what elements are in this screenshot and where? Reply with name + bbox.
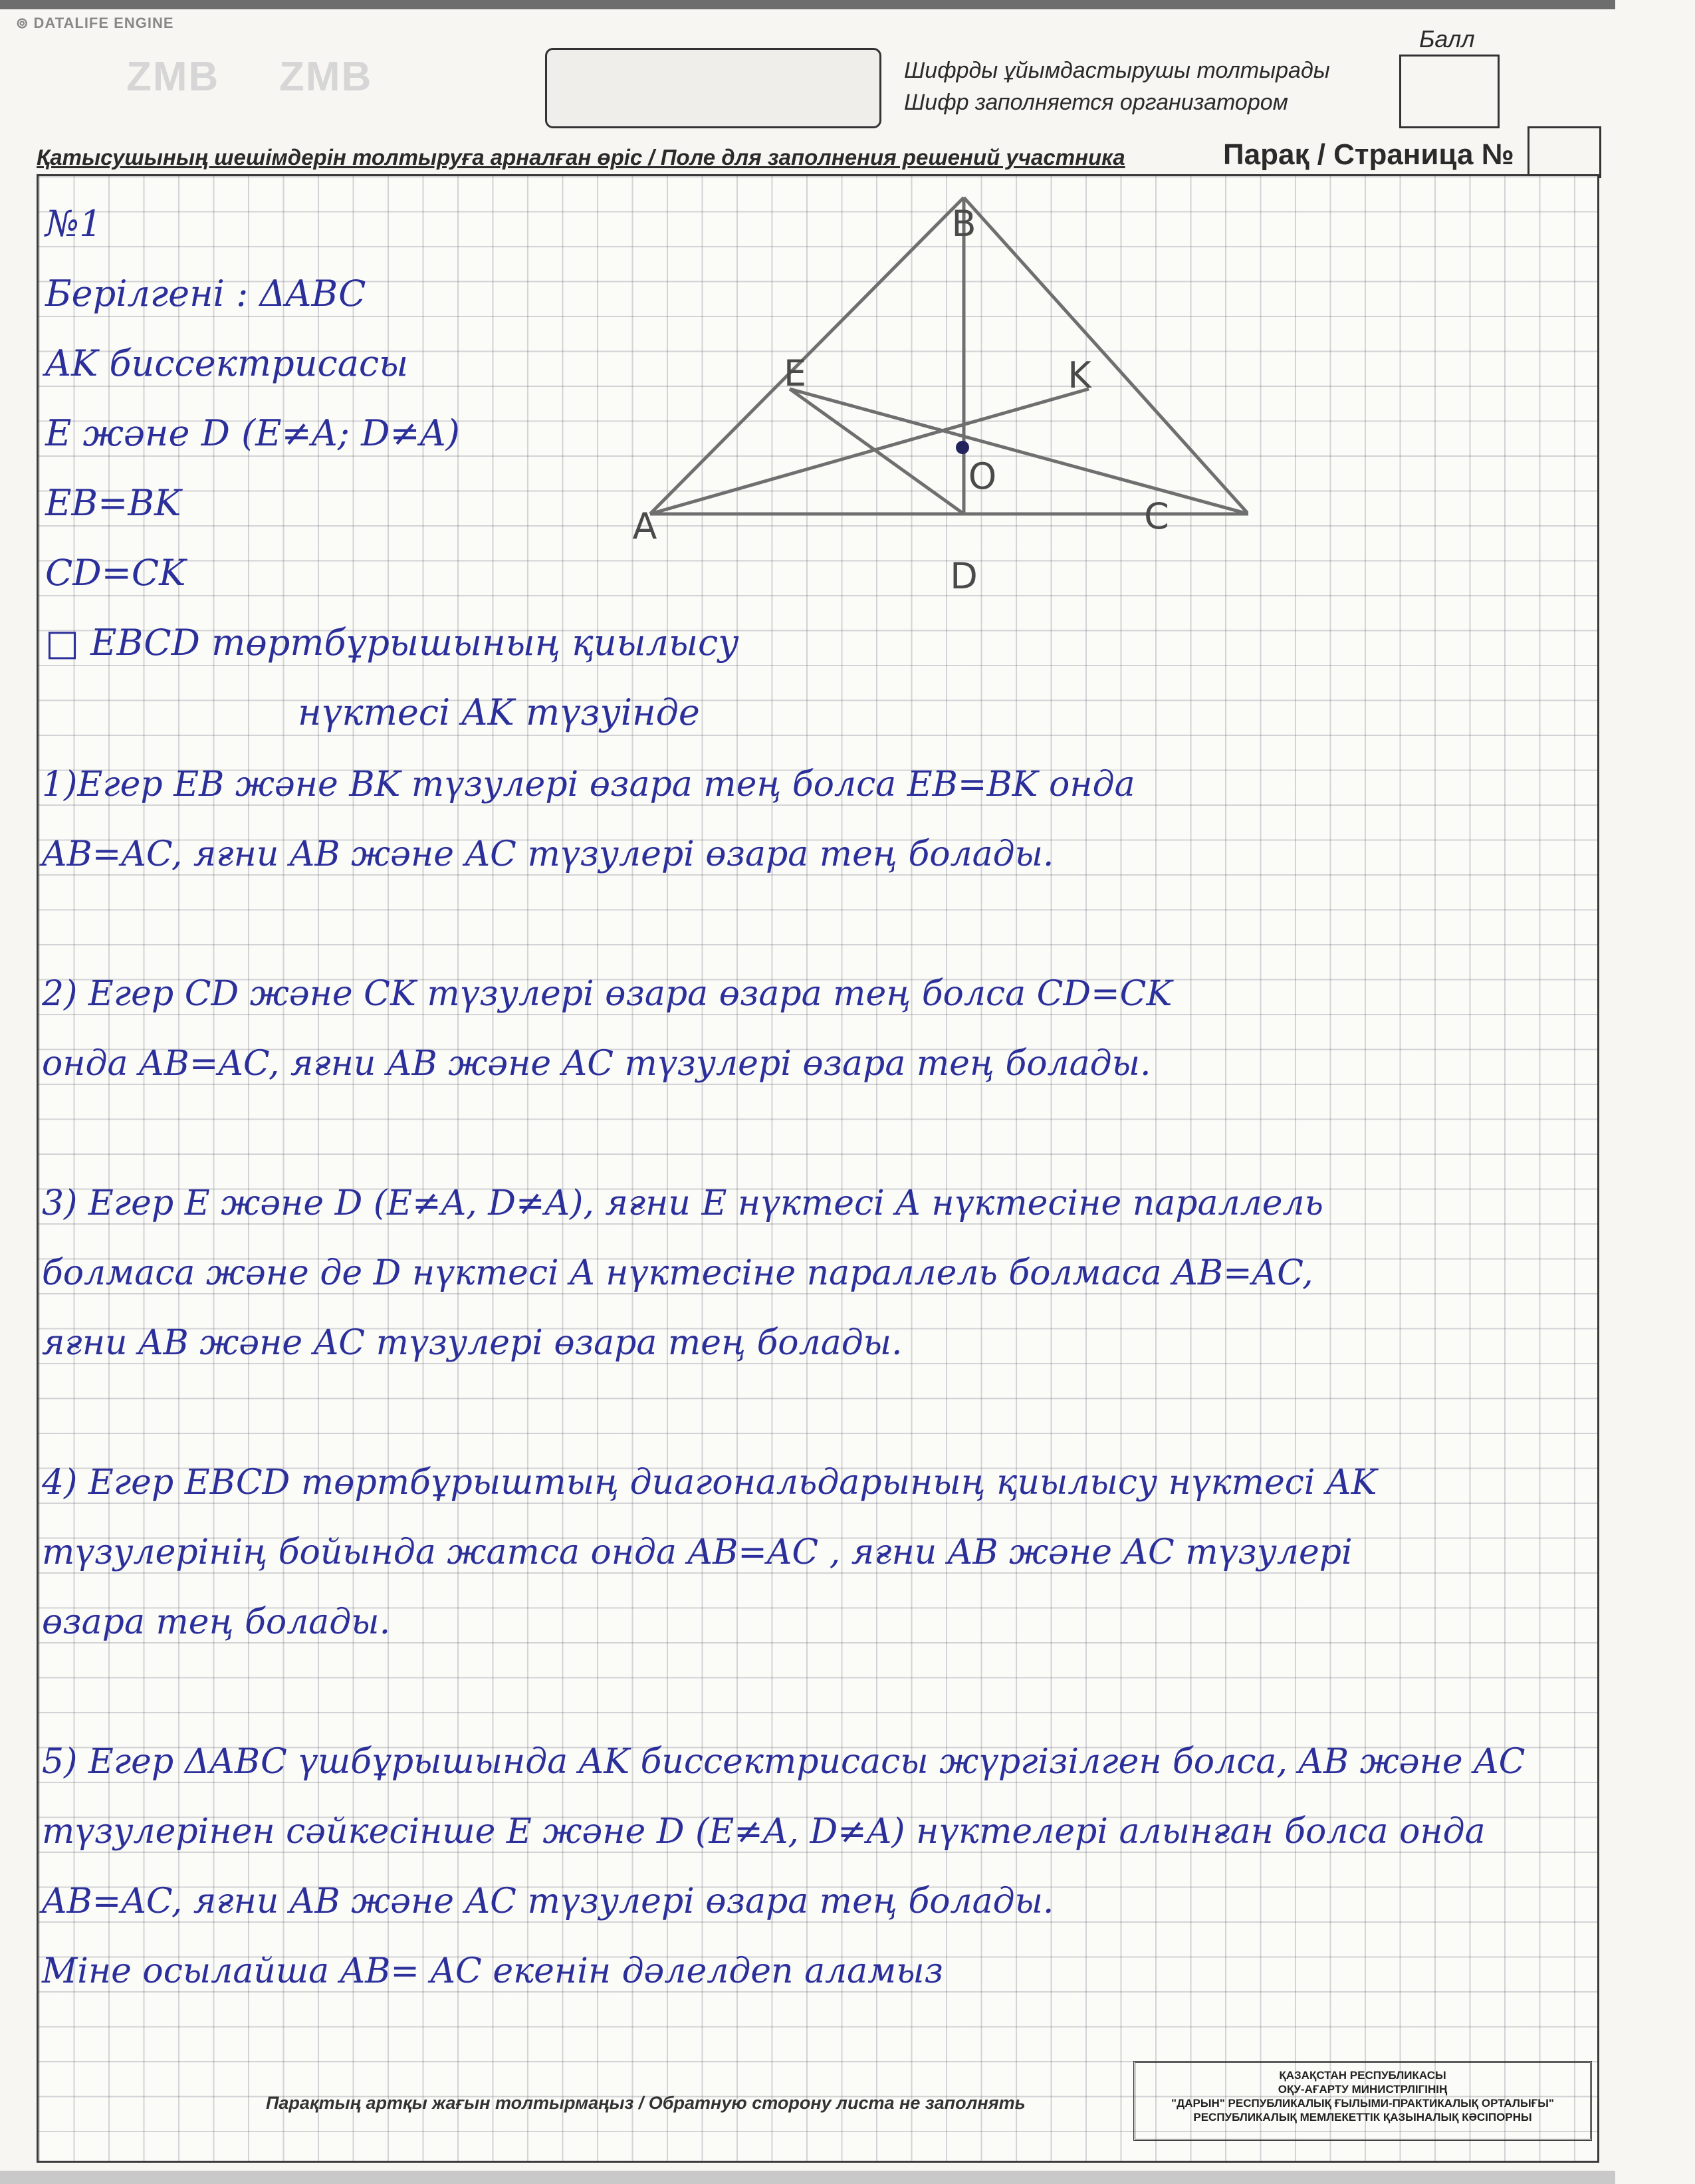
score-label: Балл bbox=[1419, 25, 1475, 53]
organizer-note-kz: Шифрды ұйымдастырушы толтырады bbox=[904, 58, 1330, 83]
label-k: K bbox=[1068, 354, 1091, 396]
label-a: A bbox=[632, 505, 657, 547]
organizer-note bbox=[904, 55, 1330, 118]
solution-line-2: AB=AC, яғни AB және AC түзулері өзара тең болады. bbox=[42, 834, 1054, 874]
org-line-2: ОҚУ-АҒАРТУ МИНИСТРЛІГІНІҢ bbox=[1278, 2083, 1448, 2096]
back-side-note: Парақтың артқы жағын толтырмаңыз / Обратную сторону листа не заполнять bbox=[266, 2093, 1026, 2113]
cipher-field[interactable] bbox=[545, 48, 881, 128]
solution-line-4: онда AB=AC, яғни AB және AC түзулері өзара тең болады. bbox=[42, 1044, 1151, 1084]
triangle-figure bbox=[584, 183, 1248, 608]
label-e: E bbox=[783, 352, 807, 394]
point-o-dot bbox=[956, 441, 969, 454]
organization-stamp bbox=[1133, 2061, 1592, 2141]
watermark-logo-icon: ⊚ bbox=[16, 15, 34, 31]
side-bc bbox=[964, 197, 1248, 514]
org-line-1: ҚАЗАҚСТАН РЕСПУБЛИКАСЫ bbox=[1279, 2069, 1446, 2082]
label-d: D bbox=[950, 555, 978, 597]
page-number-label: Парақ / Страница № bbox=[1223, 138, 1514, 171]
top-border bbox=[0, 0, 1615, 9]
problem-number: №1 bbox=[45, 203, 102, 245]
solution-line-7: яғни AB және AC түзулері өзара тең болады. bbox=[42, 1323, 903, 1363]
segment-ed bbox=[790, 389, 964, 514]
solution-line-6: болмаса және де D нүктесі A нүктесіне параллель болмаса AB=AC, bbox=[42, 1253, 1313, 1293]
solution-line-5: 3) Егер E және D (E≠A, D≠A), яғни E нүктесі A нүктесіне параллель bbox=[42, 1183, 1323, 1223]
watermark-text: DATALIFE ENGINE bbox=[33, 15, 174, 31]
solution-line-11: 5) Егер ΔABC үшбұрышында AK биссектрисасы жүргізілген болса, AB және AC bbox=[42, 1742, 1526, 1782]
page-number-field[interactable] bbox=[1527, 126, 1601, 178]
score-field[interactable] bbox=[1399, 55, 1500, 128]
solution-line-10: өзара тең болады. bbox=[42, 1602, 391, 1642]
org-line-4: РЕСПУБЛИКАЛЫҚ МЕМЛЕКЕТТІК ҚАЗЫНАЛЫҚ КӘСІПОРНЫ bbox=[1193, 2111, 1532, 2123]
organizer-note-ru: Шифр заполняется организатором bbox=[904, 90, 1288, 115]
datalife-watermark bbox=[16, 15, 174, 32]
solution-line-1: 1)Егер EB және BK түзулері өзара тең болса EB=BK онда bbox=[42, 765, 1135, 804]
side-ab bbox=[650, 197, 964, 514]
solution-line-14: Міне осылайша AB= AC екенін дәлелдеп аламыз bbox=[42, 1951, 944, 1991]
solution-line-13: AB=AC, яғни AB және AC түзулері өзара тең болады. bbox=[42, 1881, 1054, 1921]
solution-line-8: 4) Егер EBCD төртбұрыштың диагональдарының қиылысу нүктесі AK bbox=[42, 1463, 1377, 1503]
given-line-1: Берілгені : ΔABC bbox=[45, 273, 366, 314]
label-b: B bbox=[951, 203, 976, 245]
given-line-4: EB=BK bbox=[45, 482, 181, 524]
zmb-mark-2: ZMB bbox=[279, 54, 373, 100]
zmb-mark-1: ZMB bbox=[126, 54, 220, 100]
solution-line-3: 2) Егер CD және CK түзулері өзара өзара тең болса CD=CK bbox=[42, 974, 1173, 1014]
solution-sheet bbox=[37, 174, 1599, 2163]
label-o: O bbox=[968, 455, 997, 497]
label-c: C bbox=[1144, 495, 1169, 537]
org-line-3: "ДАРЫН" РЕСПУБЛИКАЛЫҚ ҒЫЛЫМИ-ПРАКТИКАЛЫҚ ОРТАЛЫҒЫ" bbox=[1171, 2097, 1554, 2110]
solution-field-label: Қатысушының шешімдерін толтыруға арналған өріс / Поле для заполнения решений участника bbox=[37, 145, 1125, 170]
given-line-2: AK биссектрисасы bbox=[45, 342, 409, 384]
given-line-6: □ EBCD төртбұрышының қиылысу bbox=[45, 622, 739, 664]
solution-line-12: түзулерінен сәйкесінше E және D (E≠A, D≠A) нүктелері алынған болса онда bbox=[42, 1812, 1486, 1852]
solution-line-9: түзулерінің бойында жатса онда AB=AC , яғни AB және AC түзулері bbox=[42, 1532, 1353, 1572]
given-line-5: CD=CK bbox=[45, 552, 186, 594]
given-line-3: E және D (E≠A; D≠A) bbox=[45, 412, 460, 454]
given-line-7: нүктесі AK түзуінде bbox=[298, 691, 700, 733]
bottom-border bbox=[0, 2171, 1615, 2184]
